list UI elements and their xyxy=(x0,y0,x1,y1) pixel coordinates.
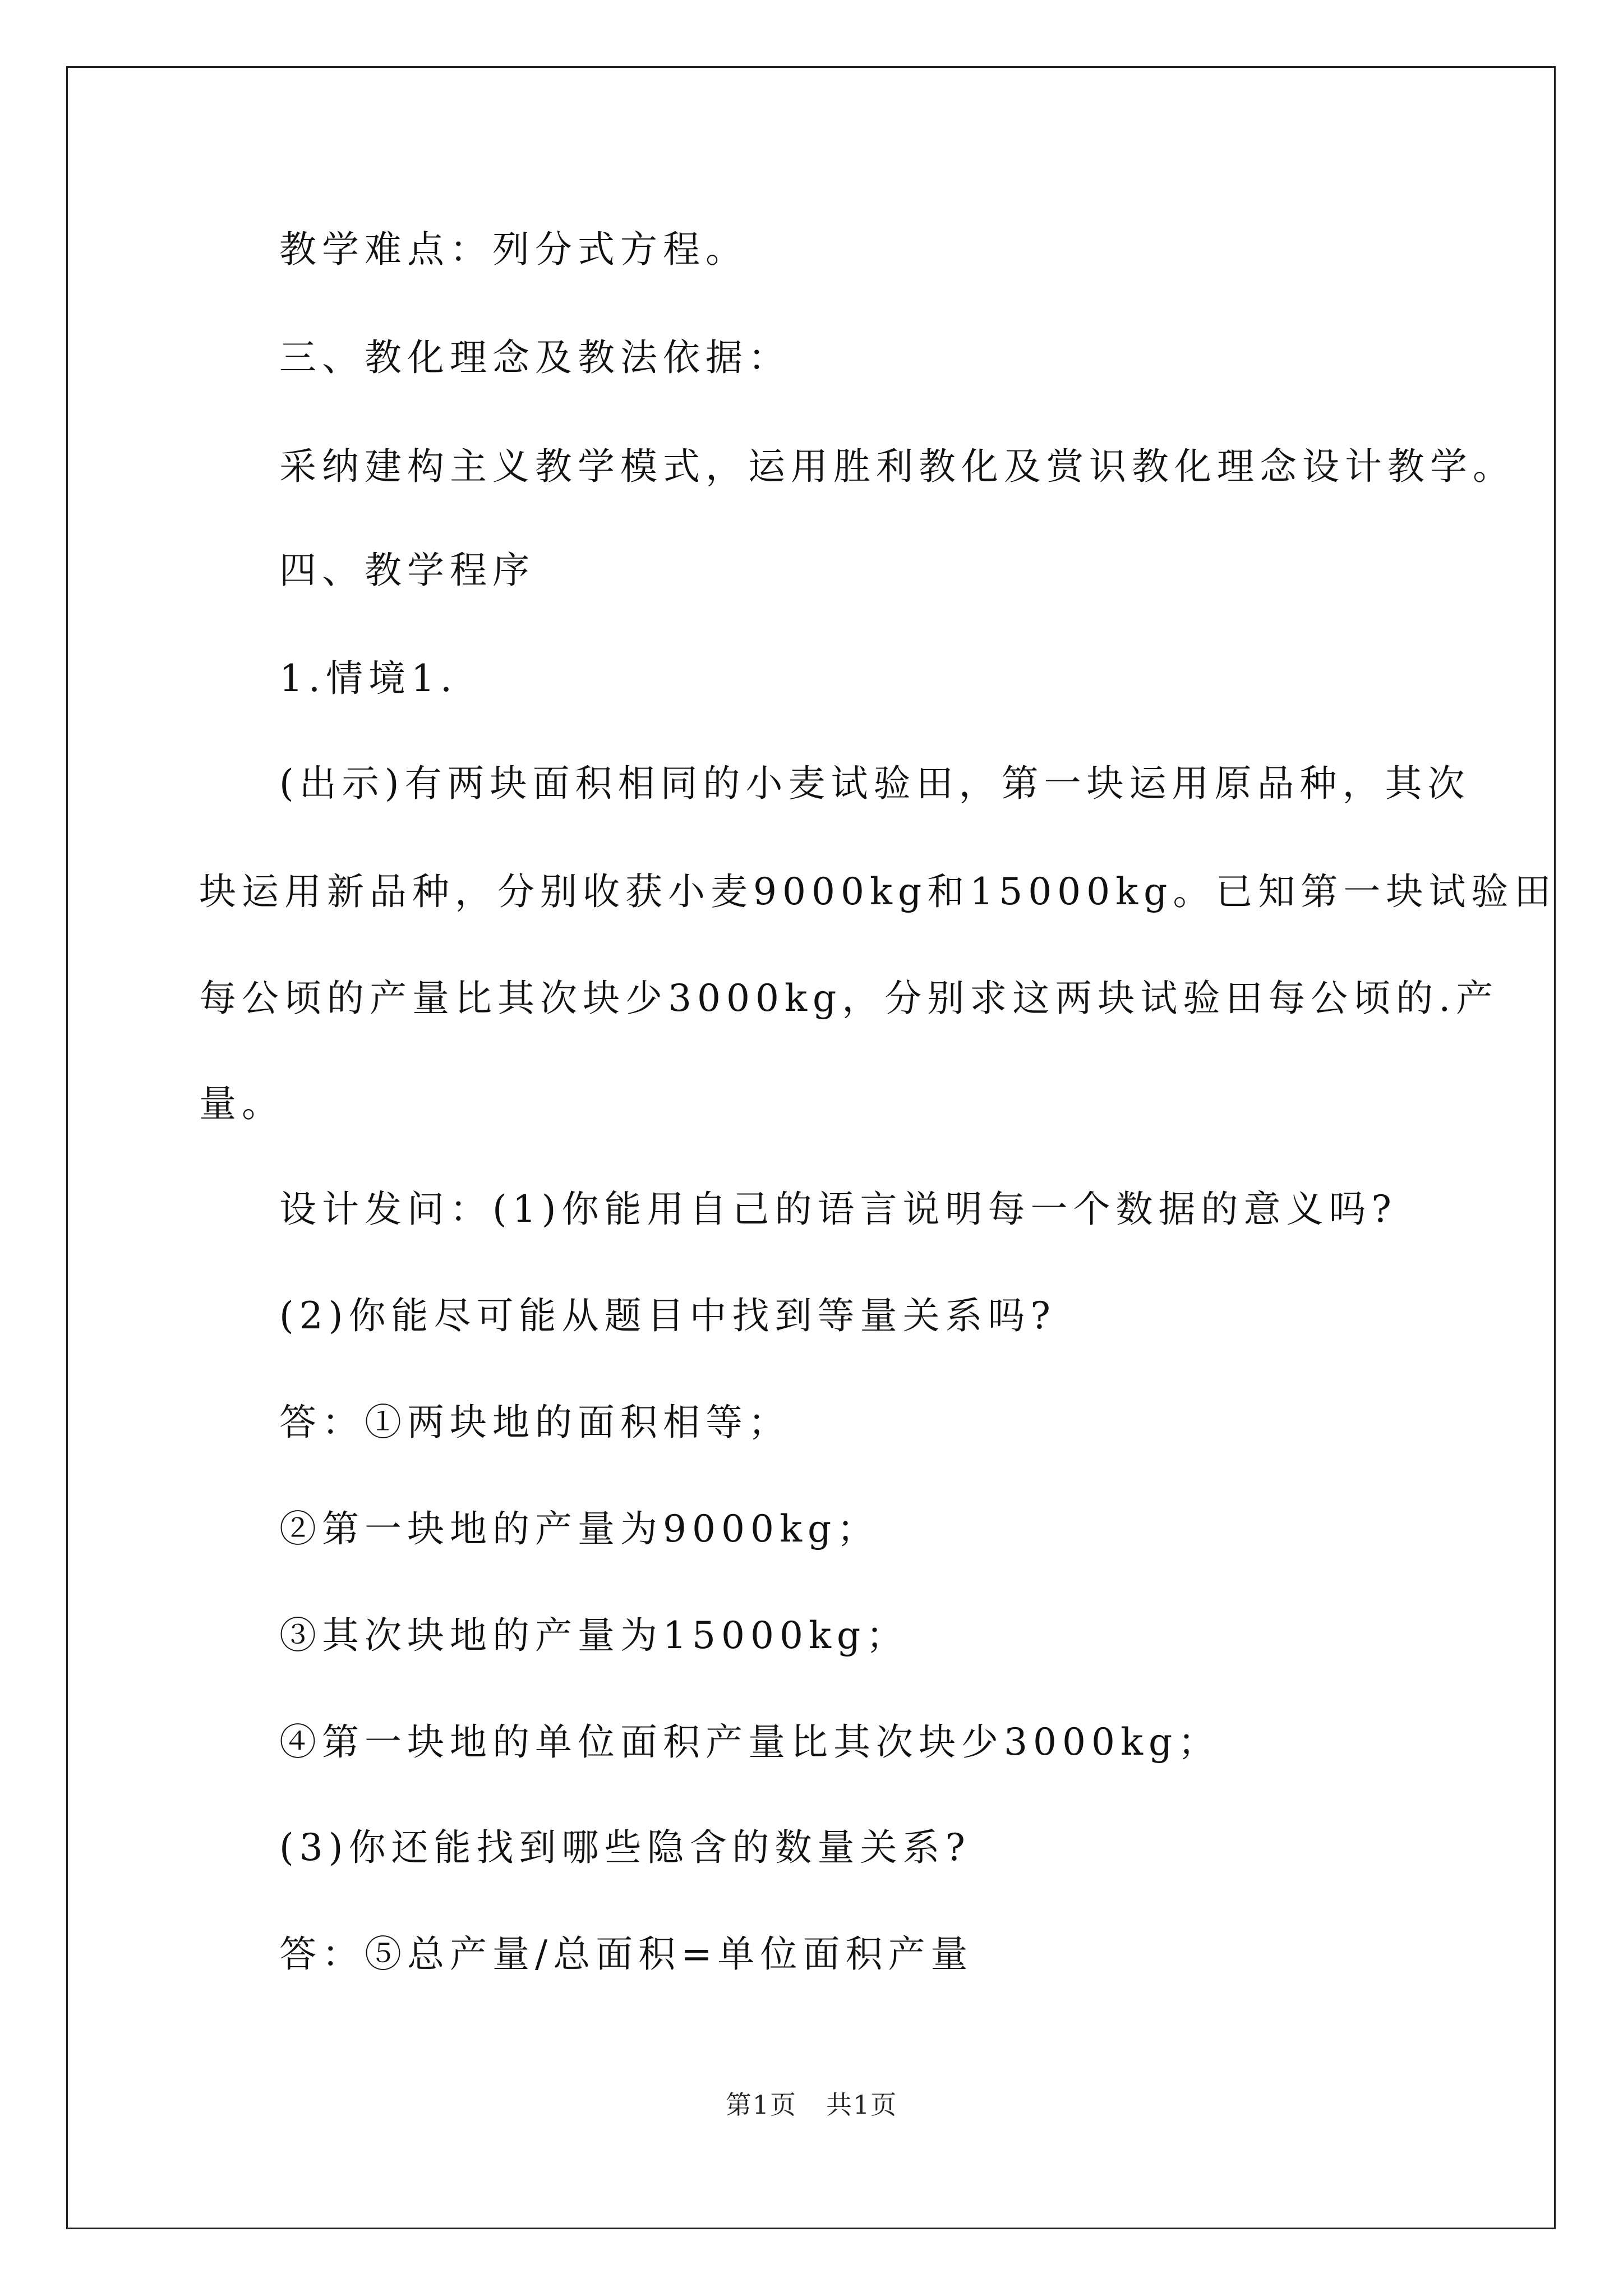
answer-line: ④第一块地的单位面积产量比其次块少3000kg； xyxy=(279,1720,1221,1764)
text-line: 量。 xyxy=(199,1082,284,1125)
section-heading: 三、教化理念及教法依据： xyxy=(279,336,791,379)
page-number: 第1页 xyxy=(725,2090,797,2120)
page-total: 共1页 xyxy=(826,2090,898,2120)
text-line: 教学难点：列分式方程。 xyxy=(279,228,748,271)
question-line: (2)你能尽可能从题目中找到等量关系吗? xyxy=(279,1294,1056,1337)
text-line: (出示)有两块面积相同的小麦试验田，第一块运用原品种，其次 xyxy=(279,762,1470,805)
page-border xyxy=(66,66,1556,2229)
answer-line: ②第一块地的产量为9000kg； xyxy=(279,1507,880,1550)
section-heading: 四、教学程序 xyxy=(279,549,535,592)
text-line: 块运用新品种，分别收获小麦9000kg和15000kg。已知第一块试验田 xyxy=(199,870,1557,913)
answer-line: 答：⑤总产量/总面积=单位面积产量 xyxy=(279,1932,974,1976)
text-line: 采纳建构主义教学模式，运用胜利教化及赏识教化理念设计教学。 xyxy=(279,445,1515,488)
sub-heading: 1.情境1. xyxy=(279,657,458,700)
question-line: 设计发问：(1)你能用自己的语言说明每一个数据的意义吗? xyxy=(279,1188,1397,1231)
page-footer xyxy=(0,2089,1623,2120)
text-line: 每公顷的产量比其次块少3000kg，分别求这两块试验田每公顷的.产 xyxy=(199,977,1499,1020)
answer-line: 答：①两块地的面积相等； xyxy=(279,1401,791,1444)
question-line: (3)你还能找到哪些隐含的数量关系? xyxy=(279,1826,971,1869)
answer-line: ③其次块地的产量为15000kg； xyxy=(279,1614,909,1657)
